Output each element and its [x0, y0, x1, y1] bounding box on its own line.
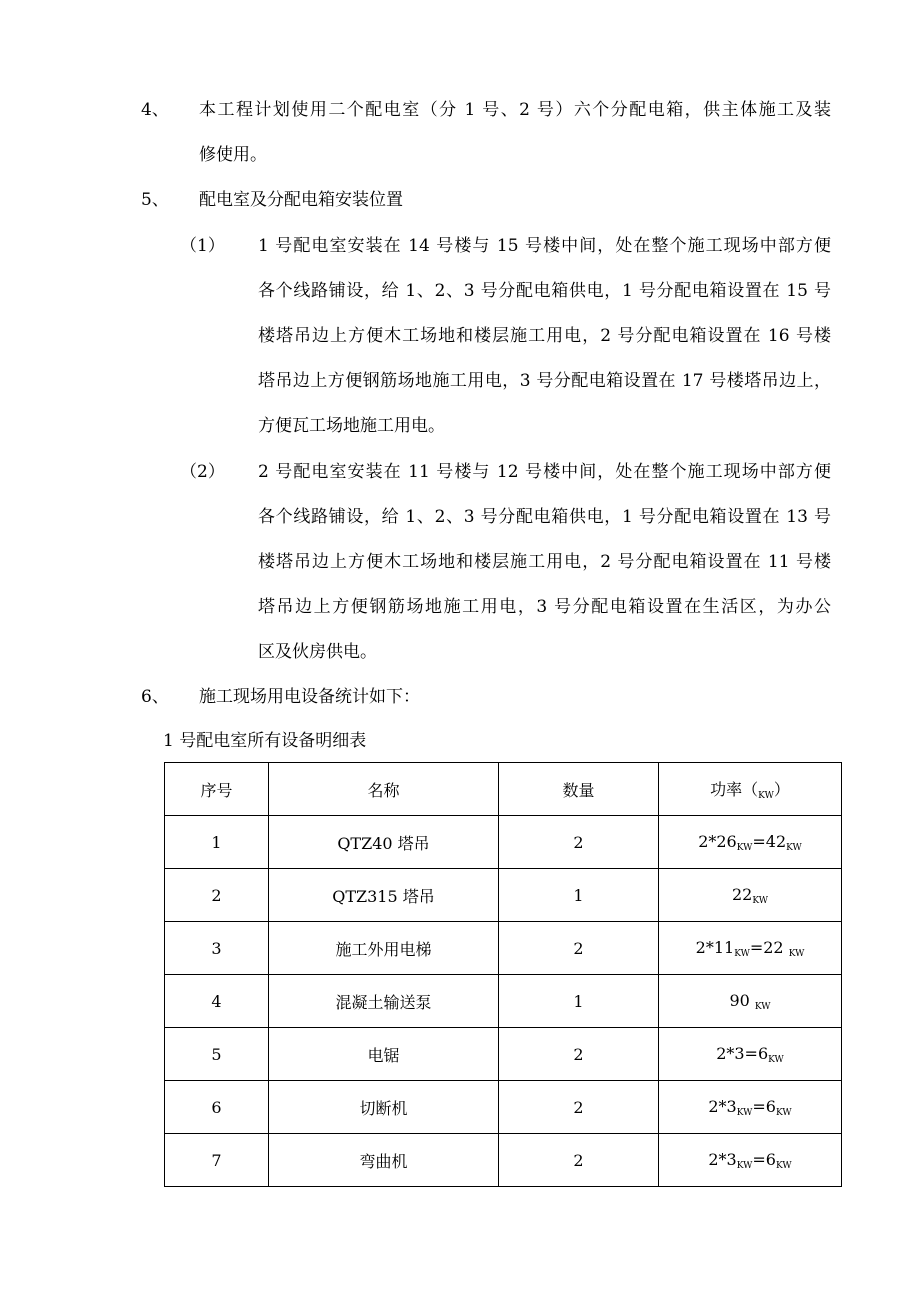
power-value-a: 2*3 [708, 1149, 737, 1169]
cell-qty: 2 [499, 1134, 659, 1187]
sub-item-2-number: （2） [180, 462, 225, 482]
cell-power [659, 816, 842, 869]
sub-item-1-line-3: 楼塔吊边上方便木工场地和楼层施工用电，2 号分配电箱设置在 16 号楼 [258, 326, 831, 346]
sub-item-1-line-4: 塔吊边上方便钢筋场地施工用电，3 号分配电箱设置在 17 号楼塔吊边上， [258, 371, 831, 391]
sub-item-2-line-2: 各个线路铺设，给 1、2、3 号分配电箱供电，1 号分配电箱设置在 13 号 [258, 507, 831, 527]
power-unit-b: KW [775, 1160, 792, 1171]
power-value-a: 2*11 [695, 937, 735, 957]
power-unit-a: KW [736, 842, 753, 853]
cell-power [659, 1028, 842, 1081]
header-power-unit: KW [758, 791, 774, 801]
table-header-row [165, 763, 842, 816]
cell-qty: 1 [499, 869, 659, 922]
sub-item-2-line-5: 区及伙房供电。 [258, 642, 377, 662]
power-unit-b: KW [786, 842, 802, 853]
item-5-number: 5、 [141, 190, 169, 210]
sub-item-2-line-1: 2 号配电室安装在 11 号楼与 12 号楼中间，处在整个施工现场中部方便 [258, 462, 831, 482]
table-row [165, 1134, 842, 1187]
header-name: 名称 [269, 763, 499, 816]
cell-qty: 1 [499, 975, 659, 1028]
cell-power [659, 975, 842, 1028]
cell-no: 3 [165, 922, 269, 975]
cell-no: 6 [165, 1081, 269, 1134]
cell-power [659, 869, 842, 922]
cell-qty: 2 [499, 922, 659, 975]
power-value-b: =6 [752, 1149, 776, 1169]
cell-power [659, 1081, 842, 1134]
item-4-line-1: 本工程计划使用二个配电室（分 1 号、2 号）六个分配电箱，供主体施工及装 [199, 100, 831, 120]
power-value-a: 90 [729, 990, 755, 1010]
cell-name: 混凝土输送泵 [269, 975, 499, 1028]
power-value-a: 2*26 [698, 831, 737, 851]
power-unit-a: KW [754, 1001, 771, 1012]
table-row [165, 1081, 842, 1134]
power-value-a: 22 [731, 884, 753, 904]
power-unit-a: KW [734, 948, 750, 959]
header-no: 序号 [165, 763, 269, 816]
item-4-number: 4、 [141, 100, 169, 120]
power-value-b: =22 [749, 937, 789, 957]
sub-item-1-line-1: 1 号配电室安装在 14 号楼与 15 号楼中间，处在整个施工现场中部方便 [258, 236, 831, 256]
cell-no: 1 [165, 816, 269, 869]
power-value-a: 2*3 [708, 1096, 737, 1116]
sub-item-2-line-4: 塔吊边上方便钢筋场地施工用电，3 号分配电箱设置在生活区，为办公 [258, 597, 831, 617]
cell-no: 2 [165, 869, 269, 922]
sub-item-1-line-5: 方便瓦工场地施工用电。 [258, 416, 445, 436]
power-unit-a: KW [736, 1107, 753, 1118]
header-power-close: ） [773, 780, 790, 799]
cell-qty: 2 [499, 1081, 659, 1134]
cell-no: 4 [165, 975, 269, 1028]
cell-name: 电锯 [269, 1028, 499, 1081]
table-row [165, 1028, 842, 1081]
item-5-title: 配电室及分配电箱安装位置 [199, 190, 403, 210]
cell-name: 弯曲机 [269, 1134, 499, 1187]
header-qty: 数量 [499, 763, 659, 816]
power-unit-a: KW [736, 1160, 753, 1171]
sub-item-1-line-2: 各个线路铺设，给 1、2、3 号分配电箱供电，1 号分配电箱设置在 15 号 [258, 281, 831, 301]
table-caption: 1 号配电室所有设备明细表 [163, 731, 367, 751]
power-value-b: =42 [752, 831, 787, 851]
power-value-a: 2*3=6 [716, 1043, 769, 1063]
item-4-line-2: 修使用。 [199, 145, 267, 165]
cell-name: QTZ40 塔吊 [269, 816, 499, 869]
cell-power [659, 922, 842, 975]
sub-item-2-line-3: 楼塔吊边上方便木工场地和楼层施工用电，2 号分配电箱设置在 11 号楼 [258, 552, 831, 572]
power-unit-b: KW [788, 948, 805, 959]
header-power [659, 763, 842, 816]
cell-qty: 2 [499, 1028, 659, 1081]
table-row [165, 816, 842, 869]
power-unit-a: KW [752, 895, 768, 906]
equipment-table [164, 762, 842, 1187]
cell-name: 切断机 [269, 1081, 499, 1134]
power-value-b: =6 [752, 1096, 776, 1116]
table-row [165, 869, 842, 922]
item-6-title: 施工现场用电设备统计如下： [199, 687, 420, 707]
header-power-label: 功率（ [710, 780, 759, 799]
item-6-number: 6、 [141, 687, 169, 707]
cell-qty: 2 [499, 816, 659, 869]
sub-item-1-number: （1） [180, 236, 225, 256]
power-unit-a: KW [768, 1054, 784, 1065]
cell-no: 5 [165, 1028, 269, 1081]
table-row [165, 922, 842, 975]
cell-name: 施工外用电梯 [269, 922, 499, 975]
cell-power [659, 1134, 842, 1187]
table-row [165, 975, 842, 1028]
cell-name: QTZ315 塔吊 [269, 869, 499, 922]
power-unit-b: KW [775, 1107, 792, 1118]
cell-no: 7 [165, 1134, 269, 1187]
